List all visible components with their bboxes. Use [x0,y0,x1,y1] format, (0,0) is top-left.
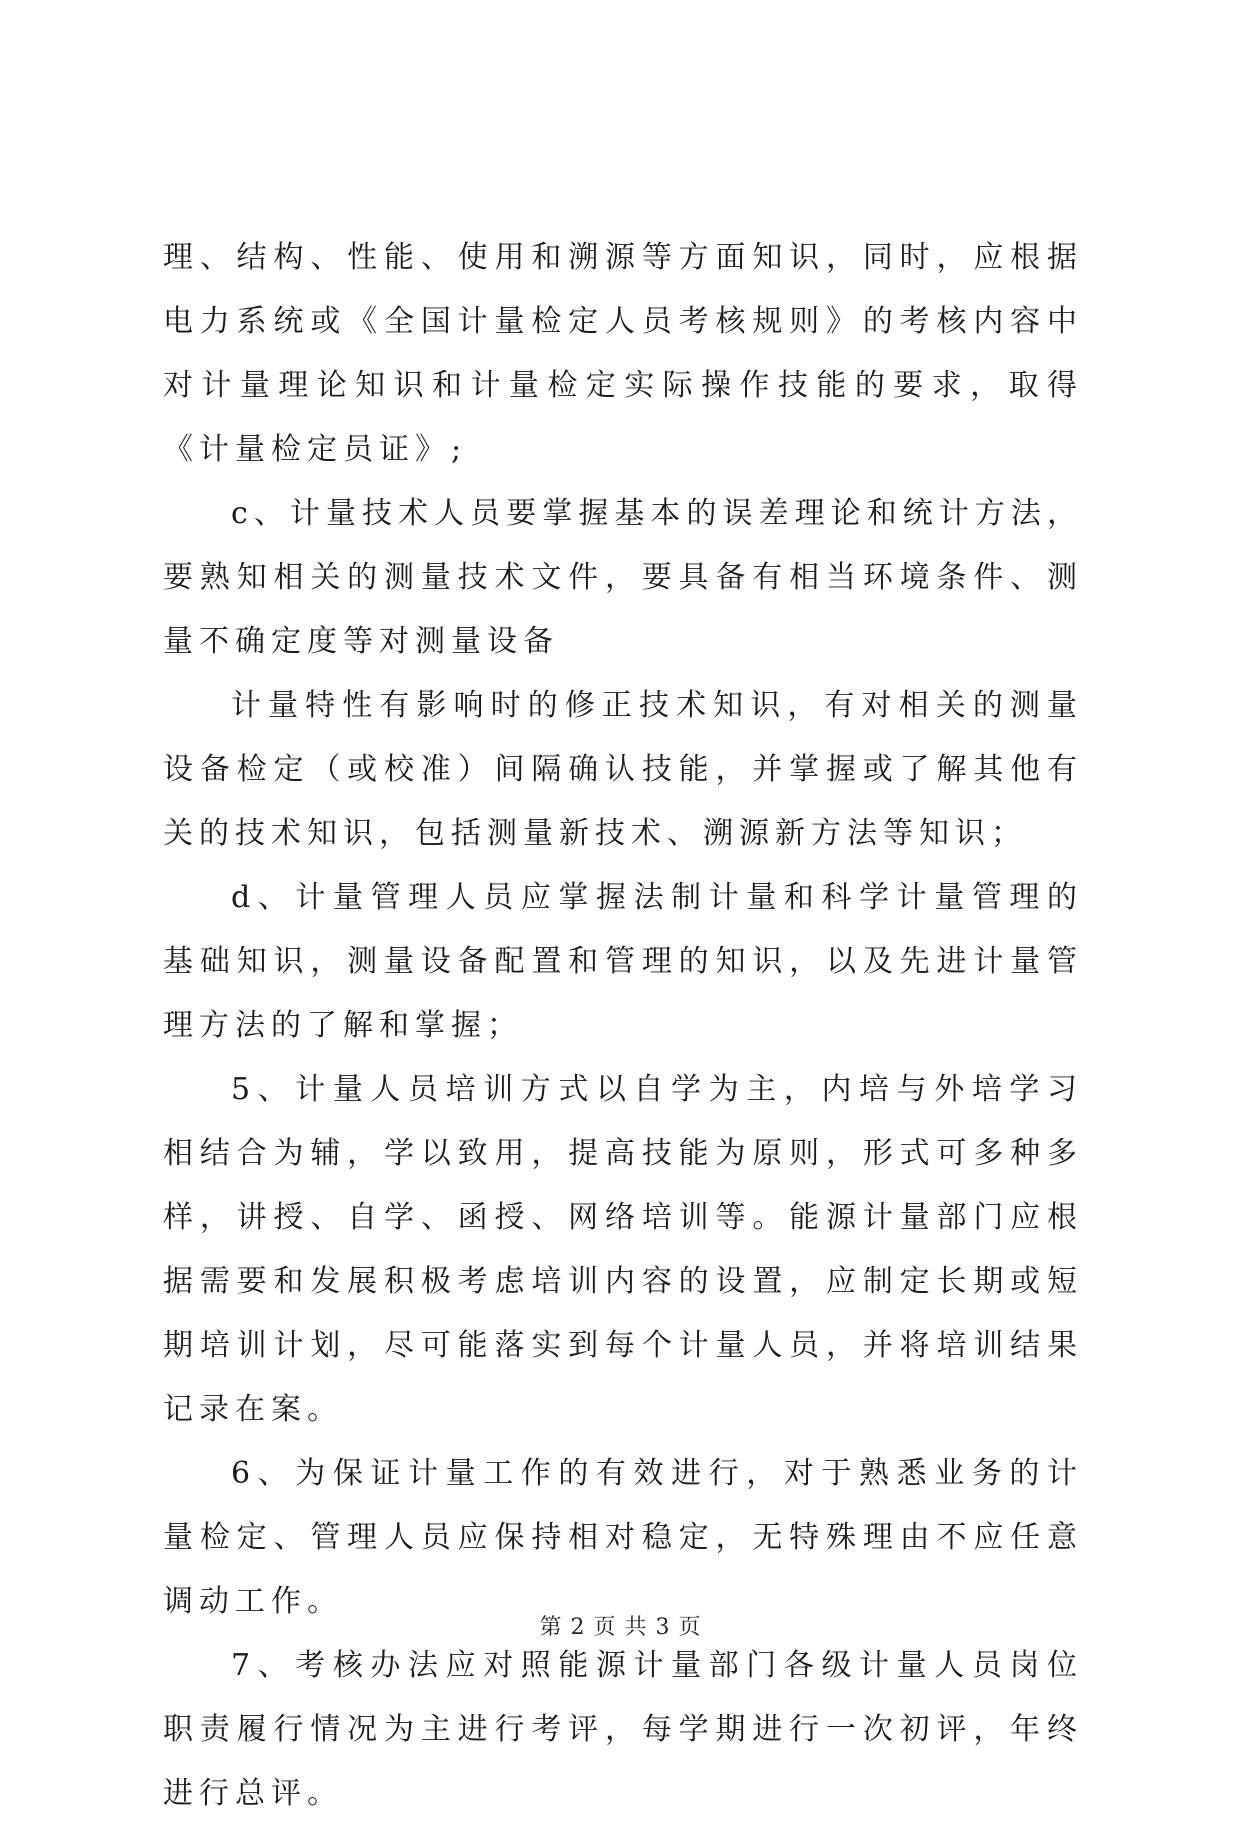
document-body [163,226,1083,1826]
page-number-footer: 第 2 页 共 3 页 [539,1615,702,1640]
paragraph-5: 5、计量人员培训方式以自学为主，内培与外培学习相结合为辅，学以致用，提高技能为原则，形式可多种多样，讲授、自学、函授、网络培训等。能源计量部门应根据需要和发展积极考虑培训内容的设置，应制定长期或短期培训计划，尽可能落实到每个计量人员，并将培训结果记录在案。 [163,1072,1083,1427]
paragraph-3: 计量特性有影响时的修正技术知识，有对相关的测量设备检定（或校准）间隔确认技能，并掌握或了解其他有关的技术知识，包括测量新技术、溯源新方法等知识； [163,688,1083,851]
paragraph-4: d、计量管理人员应掌握法制计量和科学计量管理的基础知识，测量设备配置和管理的知识，以及先进计量管理方法的了解和掌握； [163,880,1083,1043]
paragraph-6: 6、为保证计量工作的有效进行，对于熟悉业务的计量检定、管理人员应保持相对稳定，无特殊理由不应任意调动工作。 [163,1456,1083,1619]
paragraph-2: c、计量技术人员要掌握基本的误差理论和统计方法，要熟知相关的测量技术文件，要具备有相当环境条件、测量不确定度等对测量设备 [163,496,1083,659]
paragraph-7: 7、考核办法应对照能源计量部门各级计量人员岗位职责履行情况为主进行考评，每学期进行一次初评，年终进行总评。 [163,1648,1083,1811]
paragraph-1: 理、结构、性能、使用和溯源等方面知识，同时，应根据电力系统或《全国计量检定人员考核规则》的考核内容中对计量理论知识和计量检定实际操作技能的要求，取得《计量检定员证》; [163,240,1083,467]
